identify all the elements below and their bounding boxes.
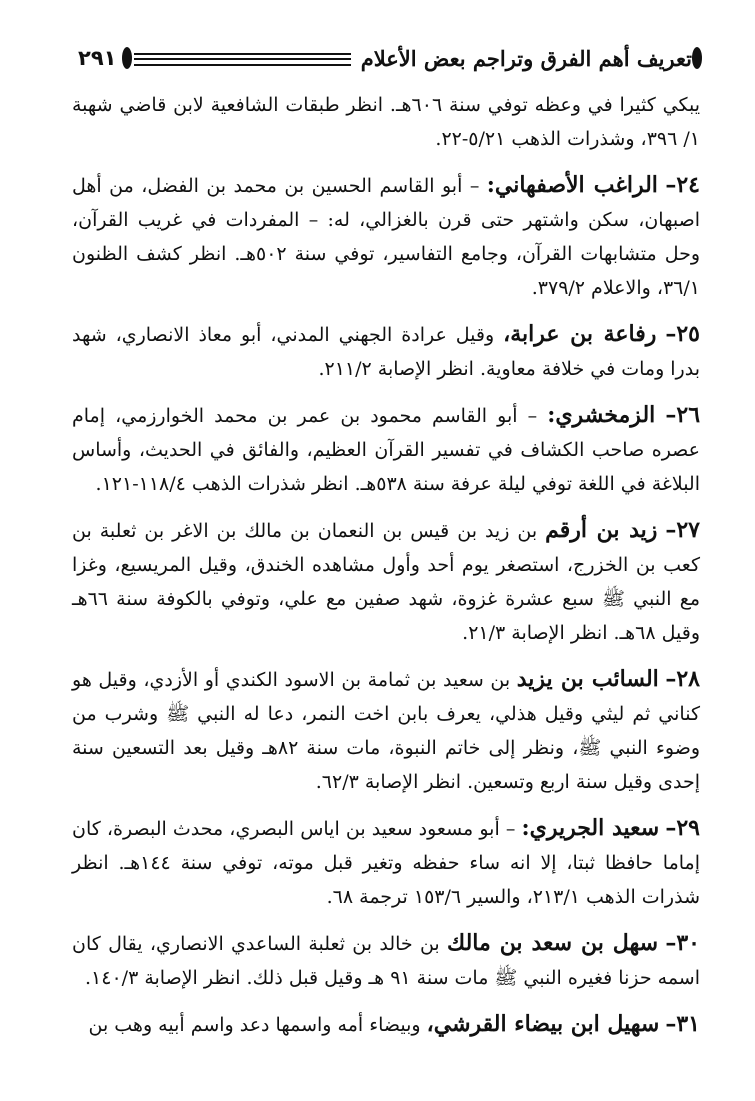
entry-text: يبكي كثيرا في وعظه توفي سنة ٦٠٦هـ. انظر طبقات الشافعية لابن قاضي شهبة ١/ ٣٩٦، وشذرات الذهب ٥/٢١-٢٢. bbox=[72, 94, 700, 150]
running-title: تعريف أهم الفرق وتراجم بعض الأعلام bbox=[360, 45, 692, 71]
entry-number: ٣٠– bbox=[665, 930, 700, 956]
entry-24 bbox=[72, 168, 700, 305]
entry-continuation bbox=[72, 88, 700, 156]
ornament-right-icon bbox=[692, 47, 702, 69]
entry-text: بن سعيد بن ثمامة بن الاسود الكندي أو الأزدي، وقيل هو كناني ثم ليثي وقيل هذلي، يعرف بابن اخت النمر، دعا له النبي ﷺ وشرب من وضوء النبي ﷺ، ونظر إلى خاتم النبوة، مات سنة ٨٢هـ وقيل بعد التسعين سنة إحدى وقيل سنة اربع وتسعين. انظر الإصابة ٦٢/٣. bbox=[72, 669, 701, 793]
entry-26 bbox=[72, 398, 700, 501]
entry-number: ٢٧– bbox=[665, 517, 700, 543]
entry-text: – أبو القاسم الحسين بن محمد بن الفضل، من أهل اصبهان، سكن واشتهر حتى قرن بالغزالي، له: – المفردات في غريب القرآن، وحل متشابهات القرآن، وجامع التفاسير، توفي سنة ٥٠٢هـ. انظر كشف الظنون ٣٦/١، والاعلام ٣٧٩/٢. bbox=[72, 175, 700, 299]
entry-number: ٢٩– bbox=[665, 815, 700, 841]
entry-text: – أبو مسعود سعيد بن اياس البصري، محدث البصرة، كان إماما حافظا ثبتا، إلا انه ساء حفظه وتغير قبل موته، توفي سنة ١٤٤هـ. انظر شذرات الذهب ٢١٣/١، والسير ١٥٣/٦ ترجمة ٦٨. bbox=[72, 818, 700, 908]
page-header bbox=[72, 36, 702, 80]
entry-number: ٢٤– bbox=[665, 172, 700, 198]
entry-text: وبيضاء أمه واسمها دعد واسم أبيه وهب بن bbox=[88, 1014, 427, 1036]
entry-name: السائب بن يزيد bbox=[516, 666, 659, 692]
entry-text: – أبو القاسم محمود بن عمر بن محمد الخوارزمي، إمام عصره صاحب الكشاف في تفسير القرآن العظيم، والفائق في الحديث، وأساس البلاغة في اللغة توفي ليلة عرفة سنة ٥٣٨هـ. انظر شذرات الذهب ١١٨/٤-١٢١. bbox=[72, 405, 700, 495]
entry-name: سهيل ابن بيضاء القرشي، bbox=[426, 1011, 660, 1037]
entry-number: ٢٦– bbox=[665, 402, 701, 428]
page-body bbox=[72, 88, 700, 1054]
entry-30 bbox=[72, 926, 700, 995]
entry-name: الزمخشري: bbox=[547, 402, 656, 428]
entry-name: الراغب الأصفهاني: bbox=[486, 172, 658, 198]
entry-28 bbox=[72, 662, 700, 799]
ornament-left-icon bbox=[122, 47, 132, 69]
entry-number: ٣١– bbox=[665, 1011, 700, 1037]
header-rule bbox=[134, 47, 350, 69]
entry-number: ٢٨– bbox=[665, 666, 700, 692]
entry-number: ٢٥– bbox=[665, 321, 700, 347]
entry-25 bbox=[72, 317, 700, 386]
entry-name: سعيد الجريري: bbox=[521, 815, 660, 841]
entry-27 bbox=[72, 513, 700, 650]
entry-31 bbox=[72, 1007, 700, 1042]
entry-name: سهل بن سعد بن مالك bbox=[447, 930, 659, 956]
page-number: ٢٩١ bbox=[78, 46, 117, 70]
entry-29 bbox=[72, 811, 700, 914]
entry-text: بن زيد بن قيس بن النعمان بن مالك بن الاغر بن ثعلبة بن كعب بن الخزرج، استصغر يوم أحد وأول مشاهده الخندق، وقيل المريسيع، وغزا مع النبي ﷺ سبع عشرة غزوة، شهد صفين مع علي، وتوفي بالكوفة سنة ٦٦هـ وقيل ٦٨هـ. انظر الإصابة ٢١/٣. bbox=[72, 520, 700, 644]
entry-name: زيد بن أرقم bbox=[545, 517, 658, 543]
entry-name: رفاعة بن عرابة، bbox=[503, 321, 657, 347]
entry-text: بن خالد بن ثعلبة الساعدي الانصاري، يقال كان اسمه حزنا فغيره النبي ﷺ مات سنة ٩١ هـ وقيل قبل ذلك. انظر الإصابة ١٤٠/٣. bbox=[72, 933, 700, 989]
entry-text: وقيل عرادة الجهني المدني، أبو معاذ الانصاري، شهد بدرا ومات في خلافة معاوية. انظر الإصابة ٢١١/٢. bbox=[72, 324, 700, 380]
